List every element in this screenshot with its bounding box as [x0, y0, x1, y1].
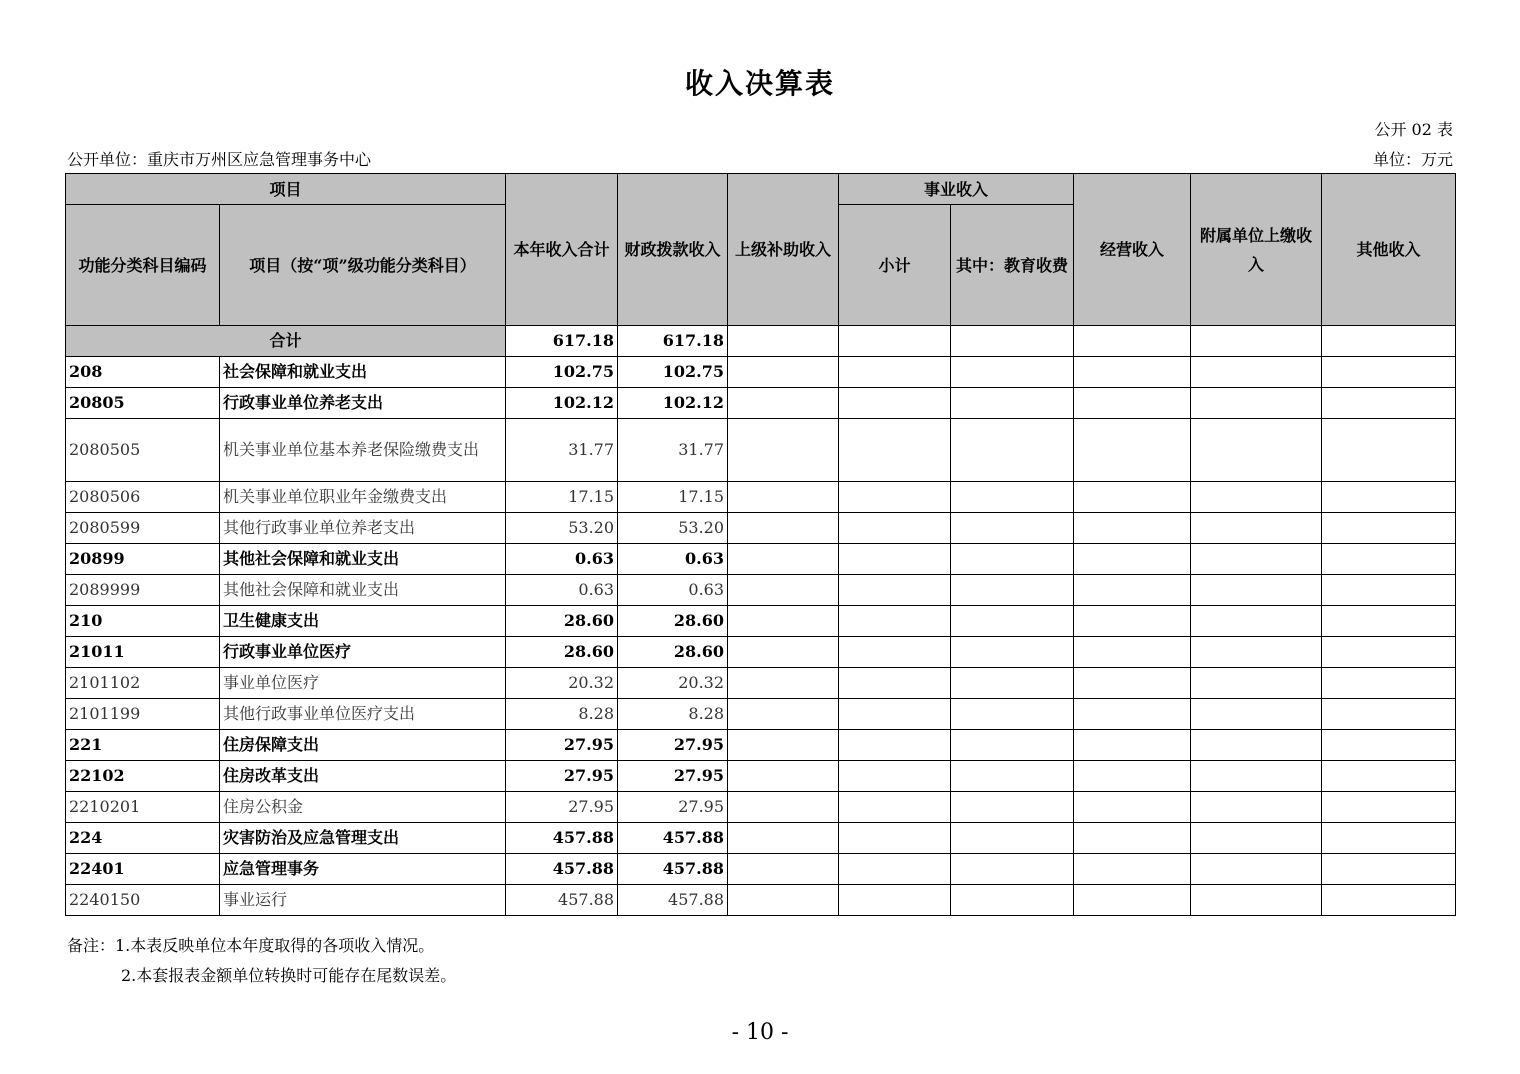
row-total: 53.20 — [506, 513, 618, 544]
row-total: 0.63 — [506, 544, 618, 575]
row-fiscal: 28.60 — [618, 606, 728, 637]
empty-cell — [839, 668, 951, 699]
table-row — [66, 699, 1456, 730]
row-name: 其他行政事业单位养老支出 — [220, 513, 506, 544]
empty-cell — [728, 792, 839, 823]
empty-cell — [1191, 575, 1322, 606]
empty-cell — [839, 730, 951, 761]
reporting-unit: 公开单位：重庆市万州区应急管理事务中心 — [67, 150, 372, 169]
empty-cell — [1191, 854, 1322, 885]
row-fiscal: 27.95 — [618, 730, 728, 761]
empty-cell — [1191, 544, 1322, 575]
empty-cell — [1074, 668, 1191, 699]
empty-cell — [728, 823, 839, 854]
table-row — [66, 575, 1456, 606]
row-name: 行政事业单位医疗 — [220, 637, 506, 668]
row-code: 210 — [66, 606, 220, 637]
empty-cell — [1322, 637, 1456, 668]
row-name: 行政事业单位养老支出 — [220, 388, 506, 419]
row-total: 457.88 — [506, 885, 618, 916]
empty-cell — [1322, 419, 1456, 482]
table-row — [66, 761, 1456, 792]
empty-cell — [1322, 606, 1456, 637]
header-operating: 经营收入 — [1074, 174, 1191, 326]
empty-cell — [728, 357, 839, 388]
table-row — [66, 668, 1456, 699]
empty-cell — [728, 575, 839, 606]
row-fiscal: 27.95 — [618, 792, 728, 823]
empty-cell — [1191, 668, 1322, 699]
row-code: 2080505 — [66, 419, 220, 482]
notes — [67, 931, 456, 991]
total-label: 合计 — [66, 326, 506, 357]
row-total: 457.88 — [506, 823, 618, 854]
row-name: 其他行政事业单位医疗支出 — [220, 699, 506, 730]
row-code: 224 — [66, 823, 220, 854]
empty-cell — [1074, 854, 1191, 885]
form-number: 公开 02 表 — [1374, 120, 1453, 139]
header-affiliated: 附属单位上缴收入 — [1191, 174, 1322, 326]
empty-cell — [1191, 823, 1322, 854]
table-row — [66, 388, 1456, 419]
empty-cell — [1191, 388, 1322, 419]
empty-cell — [951, 885, 1074, 916]
table-row — [66, 419, 1456, 482]
empty-cell — [951, 730, 1074, 761]
empty-cell — [1191, 419, 1322, 482]
row-fiscal: 53.20 — [618, 513, 728, 544]
empty-cell — [951, 544, 1074, 575]
row-total: 0.63 — [506, 575, 618, 606]
row-fiscal: 27.95 — [618, 761, 728, 792]
empty-cell — [1322, 513, 1456, 544]
empty-cell — [1191, 761, 1322, 792]
row-name: 住房公积金 — [220, 792, 506, 823]
row-name: 住房保障支出 — [220, 730, 506, 761]
row-name: 其他社会保障和就业支出 — [220, 575, 506, 606]
empty-cell — [951, 388, 1074, 419]
row-fiscal: 457.88 — [618, 854, 728, 885]
row-name: 社会保障和就业支出 — [220, 357, 506, 388]
empty-cell — [1074, 637, 1191, 668]
empty-cell — [839, 419, 951, 482]
empty-cell — [1074, 730, 1191, 761]
row-fiscal: 31.77 — [618, 419, 728, 482]
empty-cell — [728, 761, 839, 792]
empty-cell — [839, 637, 951, 668]
row-fiscal: 102.12 — [618, 388, 728, 419]
table-row — [66, 792, 1456, 823]
empty-cell — [1191, 792, 1322, 823]
empty-cell — [1074, 482, 1191, 513]
row-fiscal: 28.60 — [618, 637, 728, 668]
row-total: 20.32 — [506, 668, 618, 699]
empty-cell — [1191, 637, 1322, 668]
empty-cell — [951, 482, 1074, 513]
header-project: 项目 — [66, 174, 506, 205]
empty-cell — [728, 854, 839, 885]
empty-cell — [1322, 854, 1456, 885]
empty-cell — [1322, 761, 1456, 792]
row-fiscal: 8.28 — [618, 699, 728, 730]
empty-cell — [839, 761, 951, 792]
row-code: 2101199 — [66, 699, 220, 730]
empty-cell — [1074, 575, 1191, 606]
note-2: 2.本套报表金额单位转换时可能存在尾数误差。 — [121, 966, 457, 985]
empty-cell — [728, 606, 839, 637]
empty-cell — [728, 885, 839, 916]
page-title: 收入决算表 — [684, 67, 835, 100]
row-name: 机关事业单位基本养老保险缴费支出 — [220, 419, 506, 482]
row-fiscal: 457.88 — [618, 823, 728, 854]
empty-cell — [1191, 606, 1322, 637]
empty-cell — [839, 792, 951, 823]
empty-cell — [951, 419, 1074, 482]
empty-cell — [951, 606, 1074, 637]
row-name: 卫生健康支出 — [220, 606, 506, 637]
row-fiscal: 0.63 — [618, 575, 728, 606]
empty-cell — [1322, 482, 1456, 513]
row-total: 102.12 — [506, 388, 618, 419]
empty-cell — [951, 637, 1074, 668]
row-total: 457.88 — [506, 854, 618, 885]
total-row — [66, 326, 1456, 357]
empty-cell — [1191, 885, 1322, 916]
empty-cell — [839, 513, 951, 544]
empty-cell — [1322, 730, 1456, 761]
empty-cell — [951, 699, 1074, 730]
empty-cell — [1074, 761, 1191, 792]
row-total: 28.60 — [506, 637, 618, 668]
empty-cell — [839, 544, 951, 575]
row-code: 22401 — [66, 854, 220, 885]
row-total: 27.95 — [506, 761, 618, 792]
empty-cell — [839, 575, 951, 606]
row-total: 8.28 — [506, 699, 618, 730]
empty-cell — [1074, 885, 1191, 916]
empty-cell — [951, 854, 1074, 885]
empty-cell — [839, 885, 951, 916]
row-code: 2101102 — [66, 668, 220, 699]
table-row — [66, 823, 1456, 854]
empty-cell — [1191, 513, 1322, 544]
row-code: 21011 — [66, 637, 220, 668]
table-row — [66, 854, 1456, 885]
empty-cell — [839, 854, 951, 885]
row-code: 208 — [66, 357, 220, 388]
header-business: 事业收入 — [839, 174, 1074, 205]
row-fiscal: 102.75 — [618, 357, 728, 388]
empty-cell — [839, 606, 951, 637]
empty-cell — [728, 419, 839, 482]
empty-cell — [1074, 419, 1191, 482]
row-total: 17.15 — [506, 482, 618, 513]
row-code: 2080506 — [66, 482, 220, 513]
row-name: 住房改革支出 — [220, 761, 506, 792]
empty-cell — [1322, 575, 1456, 606]
empty-cell — [1191, 699, 1322, 730]
table-row — [66, 730, 1456, 761]
row-fiscal: 457.88 — [618, 885, 728, 916]
page-number: - 10 - — [731, 1020, 789, 1045]
empty-cell — [1074, 388, 1191, 419]
empty-cell — [951, 823, 1074, 854]
empty-cell — [839, 482, 951, 513]
empty-cell — [728, 637, 839, 668]
empty-cell — [951, 357, 1074, 388]
empty-cell — [728, 730, 839, 761]
row-name: 灾害防治及应急管理支出 — [220, 823, 506, 854]
empty-cell — [839, 388, 951, 419]
row-code: 2210201 — [66, 792, 220, 823]
row-total: 27.95 — [506, 730, 618, 761]
row-code: 20805 — [66, 388, 220, 419]
empty-cell — [951, 513, 1074, 544]
empty-cell — [1074, 357, 1191, 388]
empty-cell — [951, 761, 1074, 792]
empty-cell — [951, 668, 1074, 699]
empty-cell — [728, 388, 839, 419]
empty-cell — [951, 792, 1074, 823]
empty-cell — [1074, 544, 1191, 575]
empty-cell — [728, 668, 839, 699]
header-subtotal: 小计 — [839, 205, 951, 326]
empty-cell — [839, 823, 951, 854]
total-fiscal: 617.18 — [618, 326, 728, 357]
empty-cell — [728, 482, 839, 513]
table-row — [66, 637, 1456, 668]
row-name: 其他社会保障和就业支出 — [220, 544, 506, 575]
row-code: 20899 — [66, 544, 220, 575]
header-fiscal: 财政拨款收入 — [618, 174, 728, 326]
row-code: 22102 — [66, 761, 220, 792]
empty-cell — [1322, 388, 1456, 419]
empty-cell — [1322, 885, 1456, 916]
empty-cell — [951, 575, 1074, 606]
row-name: 机关事业单位职业年金缴费支出 — [220, 482, 506, 513]
total-sum: 617.18 — [506, 326, 618, 357]
row-name: 事业运行 — [220, 885, 506, 916]
row-fiscal: 20.32 — [618, 668, 728, 699]
row-total: 102.75 — [506, 357, 618, 388]
header-name: 项目（按“项”级功能分类科目） — [220, 205, 506, 326]
row-total: 28.60 — [506, 606, 618, 637]
empty-cell — [839, 699, 951, 730]
row-total: 31.77 — [506, 419, 618, 482]
row-code: 2240150 — [66, 885, 220, 916]
header-code: 功能分类科目编码 — [66, 205, 220, 326]
empty-cell — [1322, 699, 1456, 730]
table-row — [66, 513, 1456, 544]
currency-unit: 单位：万元 — [1372, 150, 1453, 169]
table-row — [66, 885, 1456, 916]
empty-cell — [1322, 668, 1456, 699]
note-1: 备注：1.本表反映单位本年度取得的各项收入情况。 — [67, 936, 435, 955]
row-code: 2089999 — [66, 575, 220, 606]
empty-cell — [728, 544, 839, 575]
row-fiscal: 17.15 — [618, 482, 728, 513]
empty-cell — [1191, 482, 1322, 513]
header-other: 其他收入 — [1322, 174, 1456, 326]
header-total: 本年收入合计 — [506, 174, 618, 326]
empty-cell — [1322, 823, 1456, 854]
row-code: 221 — [66, 730, 220, 761]
empty-cell — [1322, 792, 1456, 823]
empty-cell — [1191, 730, 1322, 761]
empty-cell — [1074, 606, 1191, 637]
empty-cell — [1074, 823, 1191, 854]
header-education: 其中：教育收费 — [951, 205, 1074, 326]
empty-cell — [839, 357, 951, 388]
table-row — [66, 357, 1456, 388]
row-total: 27.95 — [506, 792, 618, 823]
table-row — [66, 606, 1456, 637]
empty-cell — [728, 513, 839, 544]
empty-cell — [1074, 699, 1191, 730]
empty-cell — [1322, 357, 1456, 388]
empty-cell — [1074, 792, 1191, 823]
row-fiscal: 0.63 — [618, 544, 728, 575]
table-row — [66, 544, 1456, 575]
empty-cell — [1322, 544, 1456, 575]
empty-cell — [728, 699, 839, 730]
empty-cell — [1191, 357, 1322, 388]
header-superior: 上级补助收入 — [728, 174, 839, 326]
row-name: 应急管理事务 — [220, 854, 506, 885]
table-row — [66, 482, 1456, 513]
row-code: 2080599 — [66, 513, 220, 544]
empty-cell — [1074, 513, 1191, 544]
income-table — [65, 173, 1456, 916]
row-name: 事业单位医疗 — [220, 668, 506, 699]
